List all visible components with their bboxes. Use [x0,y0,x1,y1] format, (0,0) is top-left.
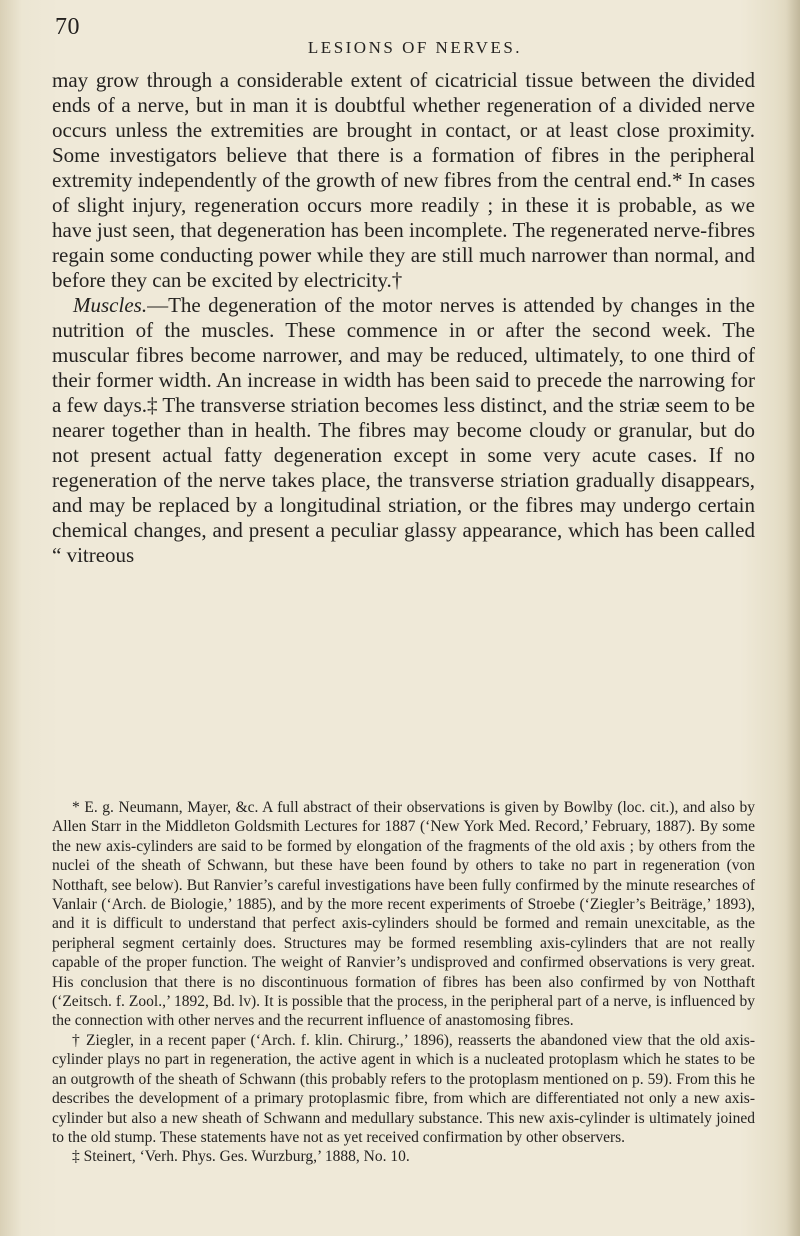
footnote-star: * E. g. Neumann, Mayer, &c. A full abstract of their observations is given by Bowlby (loc. cit.), and also by Allen Starr in the Middleton Goldsmith Lectures for 1887 (‘New York Med. Record,’ February, 1887). By some the new axis-cylinders are said to be formed by elongation of the fragments of the old axis ; by others from the nuclei of the sheath of Schwann, but these have been found by others to take no part in regeneration (von Notthaft, see below). But Ranvier’s careful investigations have been fully confirmed by the minute researches of Vanlair (‘Arch. de Biologie,’ 1885), and by the more recent experiments of Stroebe (‘Ziegler’s Beiträge,’ 1893), and it is difficult to understand that perfect axis-cylinders should be formed and remain unexcitable, as the peripheral segment certainly does. Structures may be formed resembling axis-cylinders that are not really capable of the proper function. The weight of Ranvier’s undisproved and confirmed observations is very great. His conclusion that there is no discontinuous formation of fibres has been also confirmed by von Notthaft (‘Zeitsch. f. Zool.,’ 1892, Bd. lv). It is possible that the process, in the peripheral part of a nerve, is influenced by the connection with other nerves and the recurrent influence of anastomosing fibres. [52,799,755,1030]
footnotes [52,798,755,1167]
runin-heading-muscles: Muscles. [73,293,148,317]
page-number: 70 [55,14,80,40]
running-head [0,38,800,58]
footnote-dagger: † Ziegler, in a recent paper (‘Arch. f. klin. Chirurg.,’ 1896), reasserts the abandoned view that the old axis-cylinder plays no part in regeneration, the active agent in which is a nucleated protoplasm which he states to be an outgrowth of the sheath of Schwann (this probably refers to the protoplasm mentioned on p. 59). From this he describes the development of a primary protoplasmic fibre, from which are differentiated not only a new axis-cylinder but also a new sheath of Schwann and medullary substance. This new axis-cylinder is ultimately joined to the old stump. These statements have not as yet received confirmation by other observers. [52,1031,755,1146]
paragraph-muscles-text: —The degeneration of the motor nerves is attended by changes in the nutrition of the muscles. These commence in or after the second week. The muscular fibres become narrower, and may be reduced, ultimately, to one third of their former width. An increase in width has been said to precede the narrowing for a few days.‡ The transverse striation becomes less distinct, and the striæ seem to be nearer together than in health. The fibres may become cloudy or granular, but do not present actual fatty degeneration except in some very acute cases. If no regeneration of the nerve takes place, the transverse striation gradually disappears, and may be replaced by a longitudinal striation, or the fibres may undergo certain chemical changes, and present a peculiar glassy appearance, which has been called “ vitreous [52,293,755,567]
body-text [52,68,755,568]
paragraph-muscles [52,293,755,568]
page-edge-shadow [786,0,800,1236]
paragraph-regeneration: may grow through a considerable extent of cicatricial tissue between the divided ends of a nerve, but in man it is doubtful whether regeneration of a divided nerve occurs unless the extremities are brought in contact, or at least close proximity. Some investigators believe that there is a formation of fibres in the peripheral extremity independently of the growth of new fibres from the central end.* In cases of slight injury, regeneration occurs more readily ; in these it is probable, as we have just seen, that degeneration has been incomplete. The regenerated nerve-fibres regain some conducting power while they are still much narrower than normal, and before they can be excited by electricity.† [52,68,755,292]
running-head-text: LESIONS OF NERVES. [307,38,523,57]
footnote-double-dagger: ‡ Steinert, ‘Verh. Phys. Ges. Wurzburg,’ 1888, No. 10. [72,1148,410,1166]
